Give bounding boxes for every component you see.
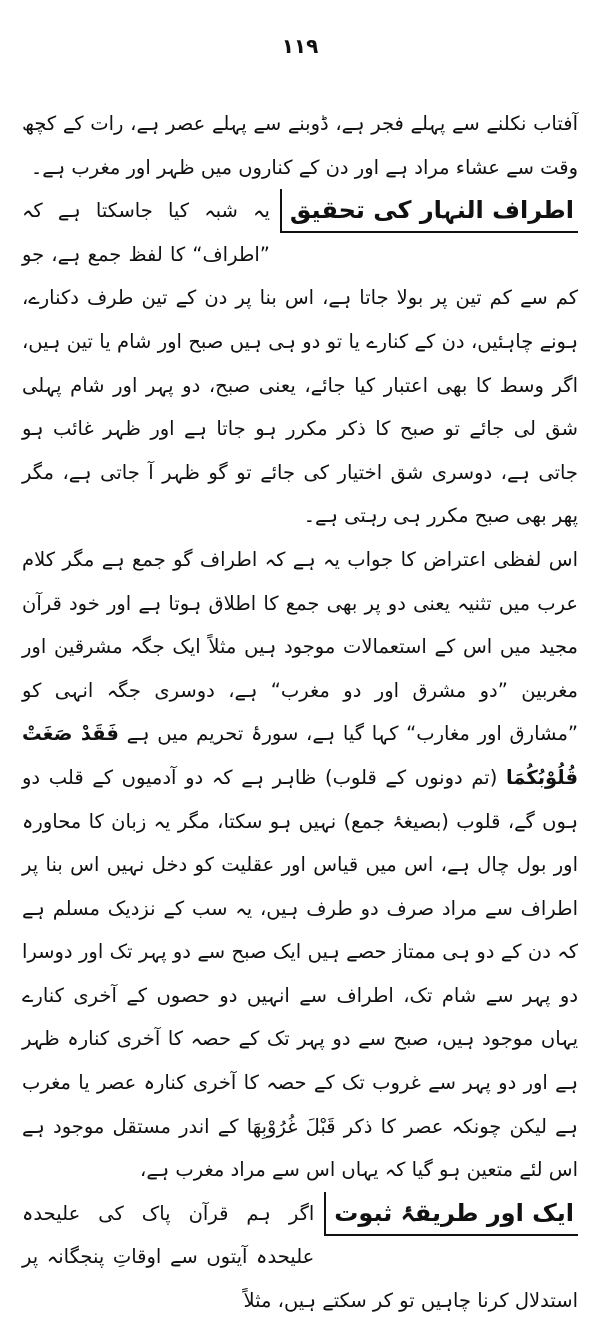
- page-content: [22, 102, 578, 1323]
- page-number: ۱۱۹: [281, 34, 319, 58]
- section1-heading: اطراف النہار کی تحقیق: [280, 189, 578, 233]
- section1-text-2b: (تم دونوں کے قلوب) ظاہر ہے کہ دو آدمیوں کے قلب دو ہوں گے، قلوب (بصیغۂ جمع) نہیں ہو سکتا، مگر یہ زبان کا محاورہ اور بول چال ہے، اس میں قیاس اور عقلیت کو دخل نہیں اس بنا پر اطراف سے مراد صرف دو طرف ہیں، یہ سب کے نزدیک مسلم ہے کہ دن کے دو ہی ممتاز حصے ہیں ایک صبح سے دو پہر تک اور دوسرا دو پہر سے شام تک، اطراف سے انہیں دو حصوں کے آخری کنارے یہاں موجود ہیں، صبح سے دو پہر تک کے حصہ کا آخری کنارہ ظہر ہے اور دو پہر سے غروب تک کے حصہ کا آخری کنارہ عصر یا مغرب ہے لیکن چونکہ عصر کا ذکر قَبْلَ غُرُوْبِهَا کے اندر مستقل موجود ہے اس لئے متعین ہو گیا کہ یہاں اس سے مراد مغرب ہے،: [22, 765, 578, 1182]
- quran-quote: فَقَدْ صَغَتْ قُلُوْبُكُمَا: [22, 722, 578, 789]
- section2-heading: ایک اور طریقۂ ثبوت: [324, 1192, 578, 1236]
- intro-paragraph: آفتاب نکلنے سے پہلے فجر ہے، ڈوبنے سے پہلے عصر ہے، رات کے کچھ وقت سے عشاء مراد ہے اور دن کے کناروں میں ظہر اور مغرب ہے۔: [22, 112, 578, 179]
- section1-text: یہ شبہ کیا جاسکتا ہے کہ ”اطراف“ کا لفظ جمع ہے، جو کم سے کم تین پر بولا جاتا ہے، اس بنا پر دن کے تین طرف دکنارے، ہونے چاہئیں، دن کے کنارے یا تو دو ہی ہیں صبح اور شام یا تین ہیں، اگر وسط کا بھی اعتبار کیا جائے، یعنی صبح، دو پہر اور شام پہلی شق لی جائے تو صبح کا ذکر مکرر ہو جاتا ہے اور ظہر غائب ہو جاتی ہے، دوسری شق اختیار کی جائے تو گو ظہر آ جاتی ہے، مگر پھر بھی صبح مکرر ہی رہتی ہے۔: [22, 199, 578, 528]
- section1-paragraph-2: [22, 538, 578, 1192]
- section1-text-2a: اس لفظی اعتراض کا جواب یہ ہے کہ اطراف گو جمع ہے مگر کلام عرب میں تثنیہ یعنی دو پر بھی جمع کا اطلاق ہوتا ہے اور خود قرآن مجید میں اس کے استعمالات موجود ہیں مثلاً ایک جگہ مشرقین اور مغربین ”دو مشرق اور دو مغرب“ ہے، دوسری جگہ انہی کو ”مشارق اور مغارب“ کہا گیا ہے، سورۂ تحریم میں ہے: [22, 547, 578, 746]
- section2-paragraph: [22, 1192, 578, 1323]
- section1-paragraph: [22, 189, 578, 538]
- section2-text: اگر ہم قرآن پاک کی علیحدہ علیحدہ آیتوں سے اوقاتِ پنجگانہ پر استدلال کرنا چاہیں تو کر سکتے ہیں، مثلاً: [22, 1201, 578, 1313]
